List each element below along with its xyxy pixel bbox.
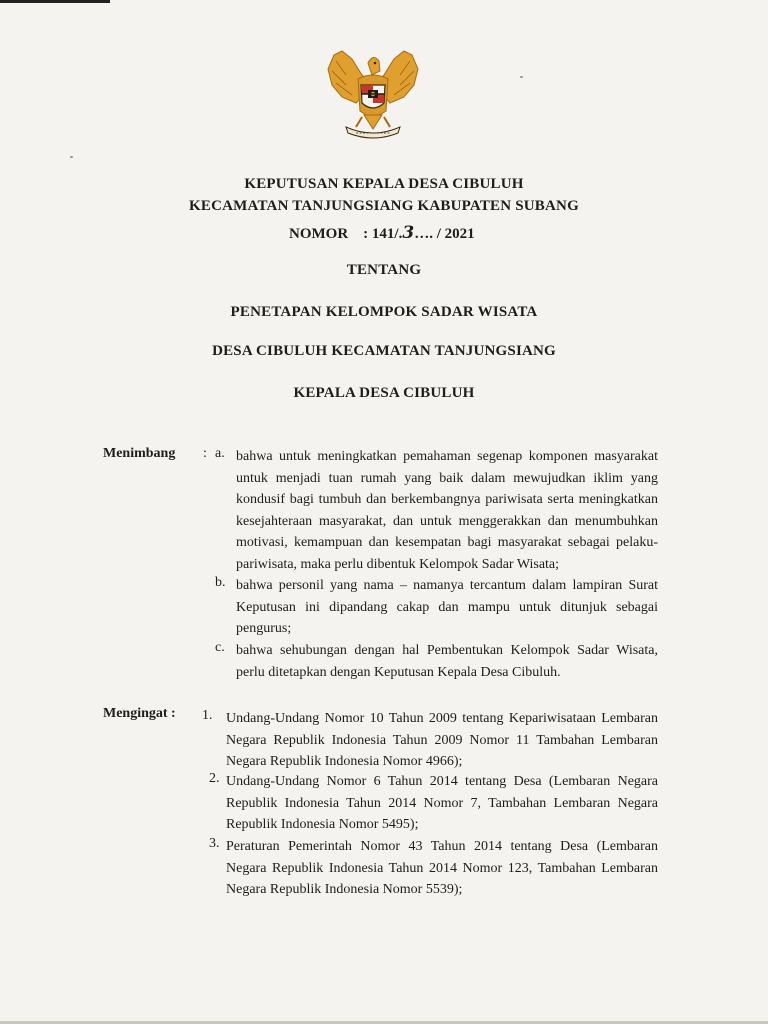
nomor-handwritten: 3 bbox=[402, 223, 415, 243]
menimbang-marker-b: b. bbox=[215, 575, 226, 590]
decree-title-line-2: KECAMATAN TANJUNGSIANG KABUPATEN SUBANG bbox=[189, 198, 579, 214]
nomor-label: NOMOR bbox=[289, 226, 349, 242]
menimbang-colon: : bbox=[203, 446, 207, 461]
mengingat-marker-3: 3. bbox=[209, 836, 220, 851]
mengingat-item-3: Peraturan Pemerintah Nomor 43 Tahun 2014 tentang Desa (Lembaran Negara Republik Indonesia Tahun 2014 Nomor 123, Tambahan Lembaran Negara Republik Indonesia Nomor 5539); bbox=[226, 839, 658, 897]
mengingat-item-1: Undang-Undang Nomor 10 Tahun 2009 tentang Kepariwisataan Lembaran Negara Republik Indonesia Tahun 2009 Nomor 11 Tambahan Lembaran Negara Republik Indonesia Nomor 4966); bbox=[226, 711, 658, 769]
garuda-emblem-icon bbox=[322, 45, 424, 143]
mengingat-item-2: Undang-Undang Nomor 6 Tahun 2014 tentang Desa (Lembaran Negara Republik Indonesia Tahun 2014 Nomor 7, Tambahan Lembaran Negara Republik Indonesia Nomor 5495); bbox=[226, 774, 658, 832]
menimbang-marker-c: c. bbox=[215, 640, 225, 655]
decree-number bbox=[289, 223, 475, 243]
scan-speck bbox=[70, 156, 73, 158]
nomor-suffix: …. / 2021 bbox=[414, 226, 475, 242]
issuer-heading: KEPALA DESA CIBULUH bbox=[293, 385, 475, 401]
menimbang-item-b: bahwa personil yang nama – namanya tercantum dalam lampiran Surat Keputusan ini dipandang cakap dan mampu untuk ditunjuk sebagai pengurus; bbox=[236, 578, 658, 636]
subject-line-1: PENETAPAN KELOMPOK SADAR WISATA bbox=[230, 304, 538, 320]
tentang-heading: TENTANG bbox=[346, 262, 422, 278]
mengingat-label: Mengingat : bbox=[103, 706, 176, 721]
menimbang-item-a: bahwa untuk meningkatkan pemahaman segenap komponen masyarakat untuk menjadi tuan rumah yang baik dalam mewujudkan iklim yang kondusif bagi tumbuh dan berkembangnya pariwisata serta meningkatkan kesejahteraan masyarakat, dan untuk menggerakkan dan menumbuhkan motivasi, kemampuan dan kesempatan bagi masyarakat sebagai pelaku-pariwisata, maka perlu dibentuk Kelompok Sadar Wisata; bbox=[236, 449, 658, 572]
scan-speck bbox=[520, 76, 523, 78]
page-edge-shadow bbox=[0, 0, 110, 3]
decree-title-line-1: KEPUTUSAN KEPALA DESA CIBULUH bbox=[244, 176, 524, 192]
subject-line-2: DESA CIBULUH KECAMATAN TANJUNGSIANG bbox=[212, 343, 556, 359]
menimbang-item-c: bahwa sehubungan dengan hal Pembentukan Kelompok Sadar Wisata, perlu ditetapkan dengan Keputusan Kepala Desa Cibuluh. bbox=[236, 643, 658, 680]
mengingat-marker-2: 2. bbox=[209, 771, 220, 786]
mengingat-marker-1: 1. bbox=[202, 708, 213, 723]
nomor-prefix: : 141/. bbox=[363, 226, 403, 242]
menimbang-label: Menimbang bbox=[103, 446, 176, 461]
menimbang-marker-a: a. bbox=[215, 446, 225, 461]
